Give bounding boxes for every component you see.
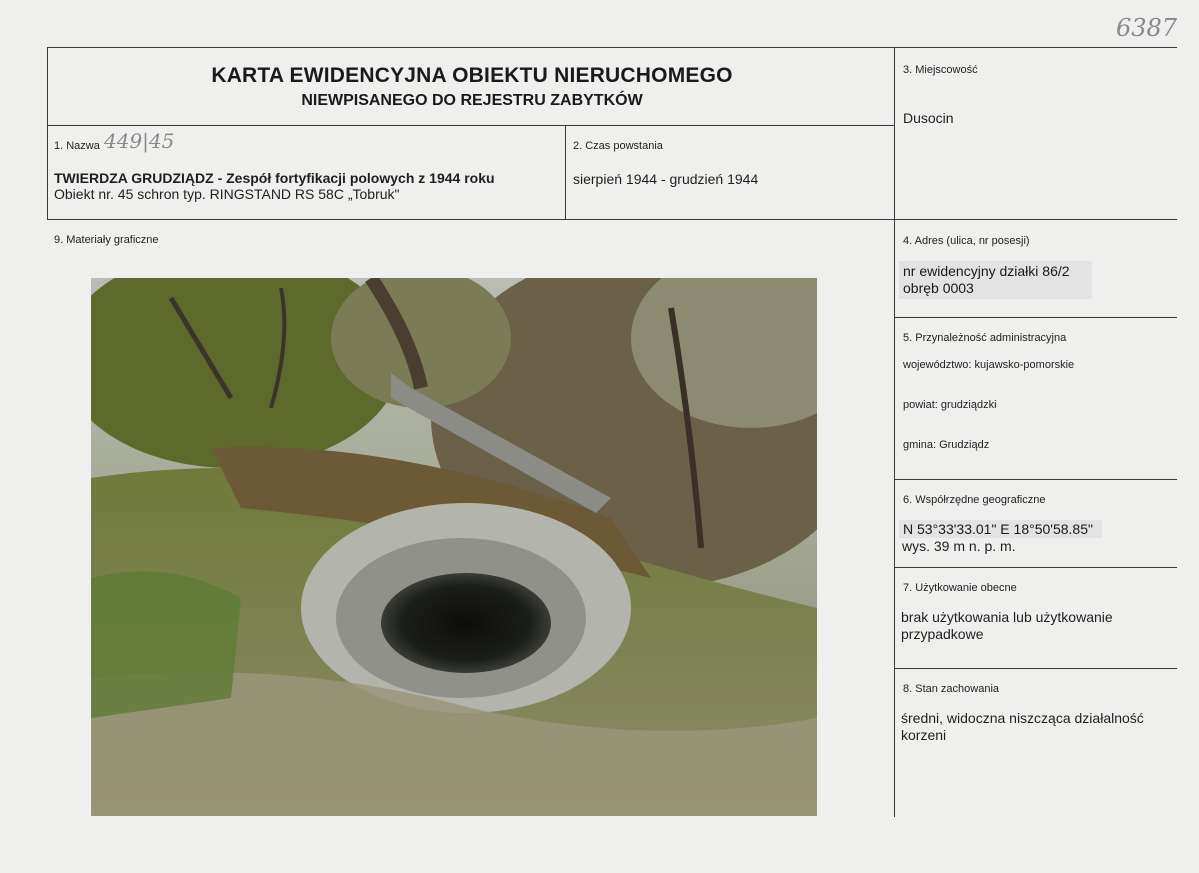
adres-line2: obręb 0003 — [903, 280, 974, 296]
nazwa-line2: Obiekt nr. 45 schron typ. RINGSTAND RS 58C „Tobruk" — [54, 186, 400, 202]
coords-box — [899, 520, 1102, 538]
materialy-label: 9. Materiały graficzne — [54, 234, 159, 246]
nazwa-hand-number: 449|45 — [104, 129, 175, 153]
stan-label: 8. Stan zachowania — [903, 683, 1000, 695]
adres-label: 4. Adres (ulica, nr posesji) — [903, 235, 1030, 247]
rule-right-column — [894, 47, 895, 817]
uzytkowanie-label: 7. Użytkowanie obecne — [903, 582, 1017, 594]
rule-header-bottom — [47, 125, 895, 126]
rule-6-bottom — [895, 567, 1177, 568]
rule-mid — [565, 125, 566, 220]
powiat-value: powiat: grudziądzki — [903, 399, 997, 411]
adres-line1: nr ewidencyjny działki 86/2 — [903, 263, 1070, 279]
card-title: KARTA EWIDENCYJNA OBIEKTU NIERUCHOMEGO — [211, 64, 733, 87]
rule-top — [47, 47, 1177, 48]
rule-4-bottom — [895, 317, 1177, 318]
nazwa-line1: TWIERDZA GRUDZIĄDZ - Zespół fortyfikacji polowych z 1944 roku — [54, 170, 495, 186]
gmina-value: gmina: Grudziądz — [903, 439, 990, 451]
catalog-number: 6387 — [1116, 14, 1178, 42]
stan-line2: korzeni — [901, 727, 947, 743]
przynaleznosc-label: 5. Przynależność administracyjna — [903, 332, 1067, 344]
czas-label: 2. Czas powstania — [573, 140, 663, 152]
stan-line1: średni, widoczna niszcząca działalność — [901, 710, 1144, 726]
nazwa-label: 1. Nazwa — [54, 140, 100, 152]
uzytkowanie-line1: brak użytkowania lub użytkowanie — [901, 609, 1113, 625]
rule-row1-bottom — [47, 219, 1177, 220]
adres-box — [899, 261, 1092, 299]
altitude-value: wys. 39 m n. p. m. — [902, 538, 1016, 554]
wojewodztwo-value: województwo: kujawsko-pomorskie — [903, 359, 1075, 371]
czas-value: sierpień 1944 - grudzień 1944 — [573, 171, 759, 187]
miejscowosc-label: 3. Miejscowość — [903, 64, 978, 76]
miejscowosc-value: Dusocin — [903, 110, 954, 126]
bunker-photo — [91, 278, 817, 816]
wspolrzedne-label: 6. Współrzędne geograficzne — [903, 494, 1046, 506]
card-subtitle: NIEWPISANEGO DO REJESTRU ZABYTKÓW — [301, 92, 643, 109]
rule-5-bottom — [895, 479, 1177, 480]
uzytkowanie-line2: przypadkowe — [901, 626, 984, 642]
rule-7-bottom — [895, 668, 1177, 669]
coords-value: N 53°33'33.01" E 18°50'58.85" — [903, 521, 1093, 537]
